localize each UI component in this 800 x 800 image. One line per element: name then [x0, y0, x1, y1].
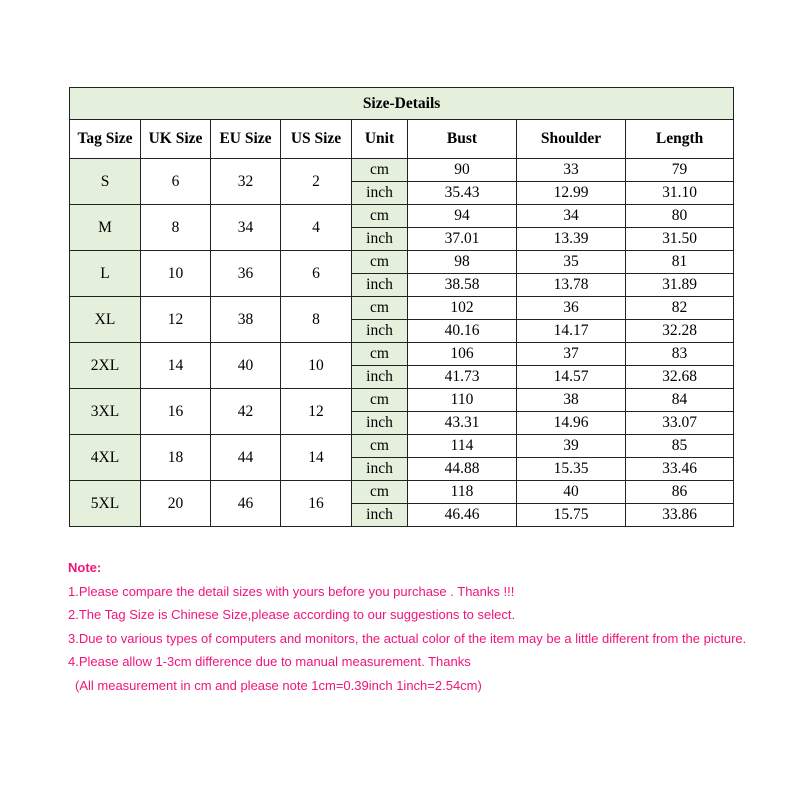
table-body: [70, 159, 734, 527]
bust-cell: 38.58: [408, 274, 517, 297]
us-size-cell: 16: [281, 481, 352, 527]
shoulder-cell: 36: [517, 297, 626, 320]
us-size-cell: 6: [281, 251, 352, 297]
shoulder-cell: 13.78: [517, 274, 626, 297]
uk-size-cell: 16: [141, 389, 211, 435]
uk-size-cell: 20: [141, 481, 211, 527]
note-line: 1.Please compare the detail sizes with yours before you purchase . Thanks !!!: [68, 583, 515, 599]
bust-cell: 35.43: [408, 182, 517, 205]
unit-cell: cm: [352, 343, 408, 366]
table-row: [70, 481, 734, 504]
uk-size-cell: 8: [141, 205, 211, 251]
unit-cell: cm: [352, 481, 408, 504]
shoulder-cell: 15.35: [517, 458, 626, 481]
eu-size-cell: 34: [211, 205, 281, 251]
bust-cell: 102: [408, 297, 517, 320]
note-line: 3.Due to various types of computers and monitors, the actual color of the item may be a little different from the picture.: [68, 630, 747, 646]
shoulder-cell: 40: [517, 481, 626, 504]
table-title: Size-Details: [70, 88, 734, 120]
shoulder-cell: 14.17: [517, 320, 626, 343]
length-cell: 31.50: [626, 228, 734, 251]
unit-cell: inch: [352, 412, 408, 435]
uk-size-cell: 6: [141, 159, 211, 205]
shoulder-cell: 14.96: [517, 412, 626, 435]
bust-cell: 118: [408, 481, 517, 504]
header-eu-size: EU Size: [211, 120, 281, 159]
bust-cell: 90: [408, 159, 517, 182]
header-tag-size: Tag Size: [70, 120, 141, 159]
us-size-cell: 4: [281, 205, 352, 251]
bust-cell: 110: [408, 389, 517, 412]
shoulder-cell: 39: [517, 435, 626, 458]
note-line: (All measurement in cm and please note 1cm=0.39inch 1inch=2.54cm): [75, 677, 482, 693]
shoulder-cell: 33: [517, 159, 626, 182]
header-row: [70, 120, 734, 159]
unit-cell: inch: [352, 504, 408, 527]
unit-cell: inch: [352, 274, 408, 297]
length-cell: 86: [626, 481, 734, 504]
notes-title: Note:: [68, 560, 102, 575]
eu-size-cell: 40: [211, 343, 281, 389]
unit-cell: cm: [352, 389, 408, 412]
length-cell: 85: [626, 435, 734, 458]
tag-size-cell: S: [70, 159, 141, 205]
size-chart-table: [69, 87, 734, 527]
unit-cell: inch: [352, 458, 408, 481]
eu-size-cell: 36: [211, 251, 281, 297]
unit-cell: cm: [352, 205, 408, 228]
shoulder-cell: 13.39: [517, 228, 626, 251]
us-size-cell: 12: [281, 389, 352, 435]
shoulder-cell: 35: [517, 251, 626, 274]
shoulder-cell: 38: [517, 389, 626, 412]
table-row: [70, 343, 734, 366]
bust-cell: 114: [408, 435, 517, 458]
bust-cell: 37.01: [408, 228, 517, 251]
tag-size-cell: M: [70, 205, 141, 251]
shoulder-cell: 15.75: [517, 504, 626, 527]
table-row: [70, 251, 734, 274]
header-shoulder: Shoulder: [517, 120, 626, 159]
bust-cell: 98: [408, 251, 517, 274]
eu-size-cell: 38: [211, 297, 281, 343]
length-cell: 32.28: [626, 320, 734, 343]
unit-cell: inch: [352, 320, 408, 343]
bust-cell: 94: [408, 205, 517, 228]
bust-cell: 46.46: [408, 504, 517, 527]
bust-cell: 43.31: [408, 412, 517, 435]
unit-cell: cm: [352, 435, 408, 458]
table-row: [70, 159, 734, 182]
tag-size-cell: L: [70, 251, 141, 297]
length-cell: 83: [626, 343, 734, 366]
length-cell: 80: [626, 205, 734, 228]
length-cell: 31.10: [626, 182, 734, 205]
header-length: Length: [626, 120, 734, 159]
table-row: [70, 297, 734, 320]
bust-cell: 41.73: [408, 366, 517, 389]
shoulder-cell: 14.57: [517, 366, 626, 389]
length-cell: 33.07: [626, 412, 734, 435]
tag-size-cell: 4XL: [70, 435, 141, 481]
us-size-cell: 8: [281, 297, 352, 343]
eu-size-cell: 42: [211, 389, 281, 435]
us-size-cell: 2: [281, 159, 352, 205]
table-row: [70, 205, 734, 228]
unit-cell: cm: [352, 159, 408, 182]
tag-size-cell: 3XL: [70, 389, 141, 435]
header-us-size: US Size: [281, 120, 352, 159]
length-cell: 31.89: [626, 274, 734, 297]
uk-size-cell: 12: [141, 297, 211, 343]
table-row: [70, 389, 734, 412]
notes-section: [68, 556, 746, 698]
eu-size-cell: 32: [211, 159, 281, 205]
length-cell: 33.46: [626, 458, 734, 481]
uk-size-cell: 14: [141, 343, 211, 389]
tag-size-cell: 2XL: [70, 343, 141, 389]
shoulder-cell: 37: [517, 343, 626, 366]
shoulder-cell: 12.99: [517, 182, 626, 205]
length-cell: 33.86: [626, 504, 734, 527]
length-cell: 79: [626, 159, 734, 182]
shoulder-cell: 34: [517, 205, 626, 228]
length-cell: 32.68: [626, 366, 734, 389]
unit-cell: inch: [352, 228, 408, 251]
header-bust: Bust: [408, 120, 517, 159]
bust-cell: 40.16: [408, 320, 517, 343]
uk-size-cell: 18: [141, 435, 211, 481]
unit-cell: cm: [352, 297, 408, 320]
unit-cell: inch: [352, 366, 408, 389]
length-cell: 82: [626, 297, 734, 320]
eu-size-cell: 44: [211, 435, 281, 481]
tag-size-cell: 5XL: [70, 481, 141, 527]
unit-cell: cm: [352, 251, 408, 274]
bust-cell: 106: [408, 343, 517, 366]
length-cell: 81: [626, 251, 734, 274]
uk-size-cell: 10: [141, 251, 211, 297]
header-unit: Unit: [352, 120, 408, 159]
eu-size-cell: 46: [211, 481, 281, 527]
us-size-cell: 10: [281, 343, 352, 389]
us-size-cell: 14: [281, 435, 352, 481]
table-row: [70, 435, 734, 458]
header-uk-size: UK Size: [141, 120, 211, 159]
length-cell: 84: [626, 389, 734, 412]
note-line: 4.Please allow 1-3cm difference due to manual measurement. Thanks: [68, 654, 471, 670]
unit-cell: inch: [352, 182, 408, 205]
tag-size-cell: XL: [70, 297, 141, 343]
note-line: 2.The Tag Size is Chinese Size,please according to our suggestions to select.: [68, 607, 516, 623]
bust-cell: 44.88: [408, 458, 517, 481]
